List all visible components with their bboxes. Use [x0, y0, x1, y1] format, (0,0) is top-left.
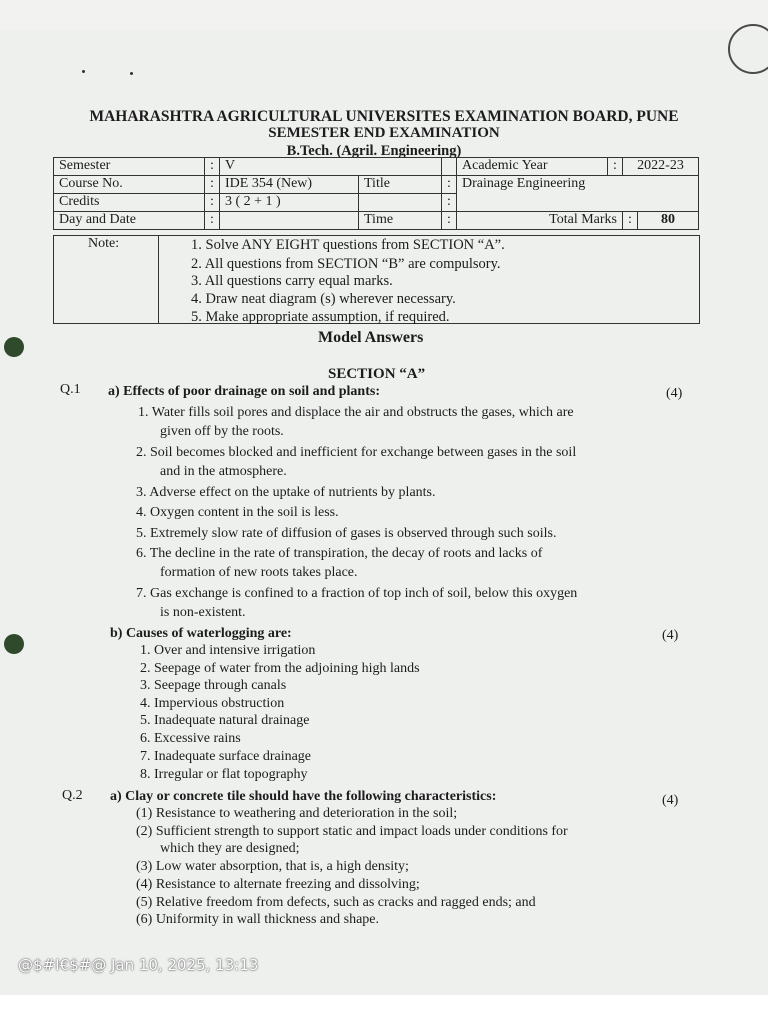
question-title: b) Causes of waterlogging are:: [110, 626, 292, 641]
marks: (4): [666, 386, 683, 401]
corner-circle-mark: [728, 24, 768, 74]
photo-watermark: @$#I€$#@ Jan 10, 2025, 13:13: [18, 956, 259, 974]
answer-line: 5. Inadequate natural drainage: [140, 713, 310, 728]
title-label: Title: [359, 176, 442, 194]
answer-line: 2. Soil becomes blocked and inefficient for exchange between gases in the soil: [136, 445, 577, 460]
answer-line: and in the atmosphere.: [160, 464, 287, 479]
bottom-margin: [0, 995, 768, 1024]
marks: (4): [662, 793, 679, 808]
university-heading: MAHARASHTRA AGRICULTURAL UNIVERSITES EXAMINATION BOARD, PUNE: [89, 108, 679, 125]
question-number: Q.1: [60, 382, 81, 397]
answer-line: (2) Sufficient strength to support static and impact loads under conditions for: [136, 824, 568, 839]
credits-value: 3 ( 2 + 1 ): [220, 194, 359, 212]
answer-line: given off by the roots.: [160, 424, 284, 439]
semester-label: Semester: [54, 158, 205, 176]
question-title: a) Effects of poor drainage on soil and plants:: [108, 384, 380, 399]
answer-line: which they are designed;: [160, 841, 300, 856]
question-title: a) Clay or concrete tile should have the following characteristics:: [110, 789, 497, 804]
answer-line: formation of new roots takes place.: [160, 565, 358, 580]
marks: (4): [662, 628, 679, 643]
academic-year-value: 2022-23: [623, 158, 699, 176]
degree-heading: B.Tech. (Agril. Engineering): [286, 143, 462, 159]
model-answers-heading: Model Answers: [318, 329, 424, 346]
answer-line: (1) Resistance to weathering and deterioration in the soil;: [136, 806, 458, 821]
total-marks-label: Total Marks: [457, 212, 623, 230]
day-date-label: Day and Date: [54, 212, 205, 230]
semester-value: V: [220, 158, 442, 176]
course-label: Course No.: [54, 176, 205, 194]
total-marks-value: 80: [638, 212, 699, 230]
punch-hole-icon: [4, 337, 24, 357]
answer-line: 3. Seepage through canals: [140, 678, 287, 693]
answer-line: 6. Excessive rains: [140, 731, 241, 746]
credits-label: Credits: [54, 194, 205, 212]
answer-line: 6. The decline in the rate of transpiration, the decay of roots and lacks of: [136, 546, 543, 561]
speck: [130, 72, 133, 75]
note-item: 4. Draw neat diagram (s) wherever necessary.: [191, 291, 456, 307]
title-value: Drainage Engineering: [457, 176, 699, 212]
answer-line: 1. Water fills soil pores and displace the air and obstructs the gases, which are: [138, 405, 574, 420]
speck: [82, 70, 85, 73]
answer-line: (6) Uniformity in wall thickness and shape.: [136, 912, 380, 927]
answer-line: is non-existent.: [160, 605, 246, 620]
answer-line: 7. Inadequate surface drainage: [140, 749, 312, 764]
answer-line: 4. Oxygen content in the soil is less.: [136, 505, 339, 520]
note-item: 1. Solve ANY EIGHT questions from SECTION “A”.: [191, 237, 505, 253]
answer-line: 7. Gas exchange is confined to a fraction of top inch of soil, below this oxygen: [136, 586, 578, 601]
note-label: Note:: [88, 236, 120, 251]
answer-line: (4) Resistance to alternate freezing and dissolving;: [136, 877, 420, 892]
instructions-box: [53, 235, 700, 324]
answer-line: 5. Extremely slow rate of diffusion of gases is observed through such soils.: [136, 526, 557, 541]
exam-heading: SEMESTER END EXAMINATION: [268, 125, 500, 141]
course-value: IDE 354 (New): [220, 176, 359, 194]
exam-info-table: Semester : V Academic Year : 2022-23 Course No. : IDE 354 (New) Title : Drainage Engineering Credits : 3 ( 2 + 1 ) : Day and Date : Time : Total Marks : 80: [53, 157, 699, 230]
question-number: Q.2: [62, 788, 83, 803]
answer-line: (3) Low water absorption, that is, a high density;: [136, 859, 409, 874]
answer-line: 4. Impervious obstruction: [140, 696, 285, 711]
academic-year-label: Academic Year: [457, 158, 608, 176]
time-label: Time: [359, 212, 442, 230]
answer-line: 8. Irregular or flat topography: [140, 767, 308, 782]
note-item: 5. Make appropriate assumption, if required.: [191, 309, 450, 325]
note-item: 3. All questions carry equal marks.: [191, 273, 393, 289]
note-item: 2. All questions from SECTION “B” are compulsory.: [191, 256, 501, 272]
answer-line: 1. Over and intensive irrigation: [140, 643, 316, 658]
answer-line: 2. Seepage of water from the adjoining high lands: [140, 661, 420, 676]
answer-line: (5) Relative freedom from defects, such as cracks and ragged ends; and: [136, 895, 536, 910]
punch-hole-icon: [4, 634, 24, 654]
section-a-heading: SECTION “A”: [328, 366, 426, 382]
answer-line: 3. Adverse effect on the uptake of nutrients by plants.: [136, 485, 436, 500]
